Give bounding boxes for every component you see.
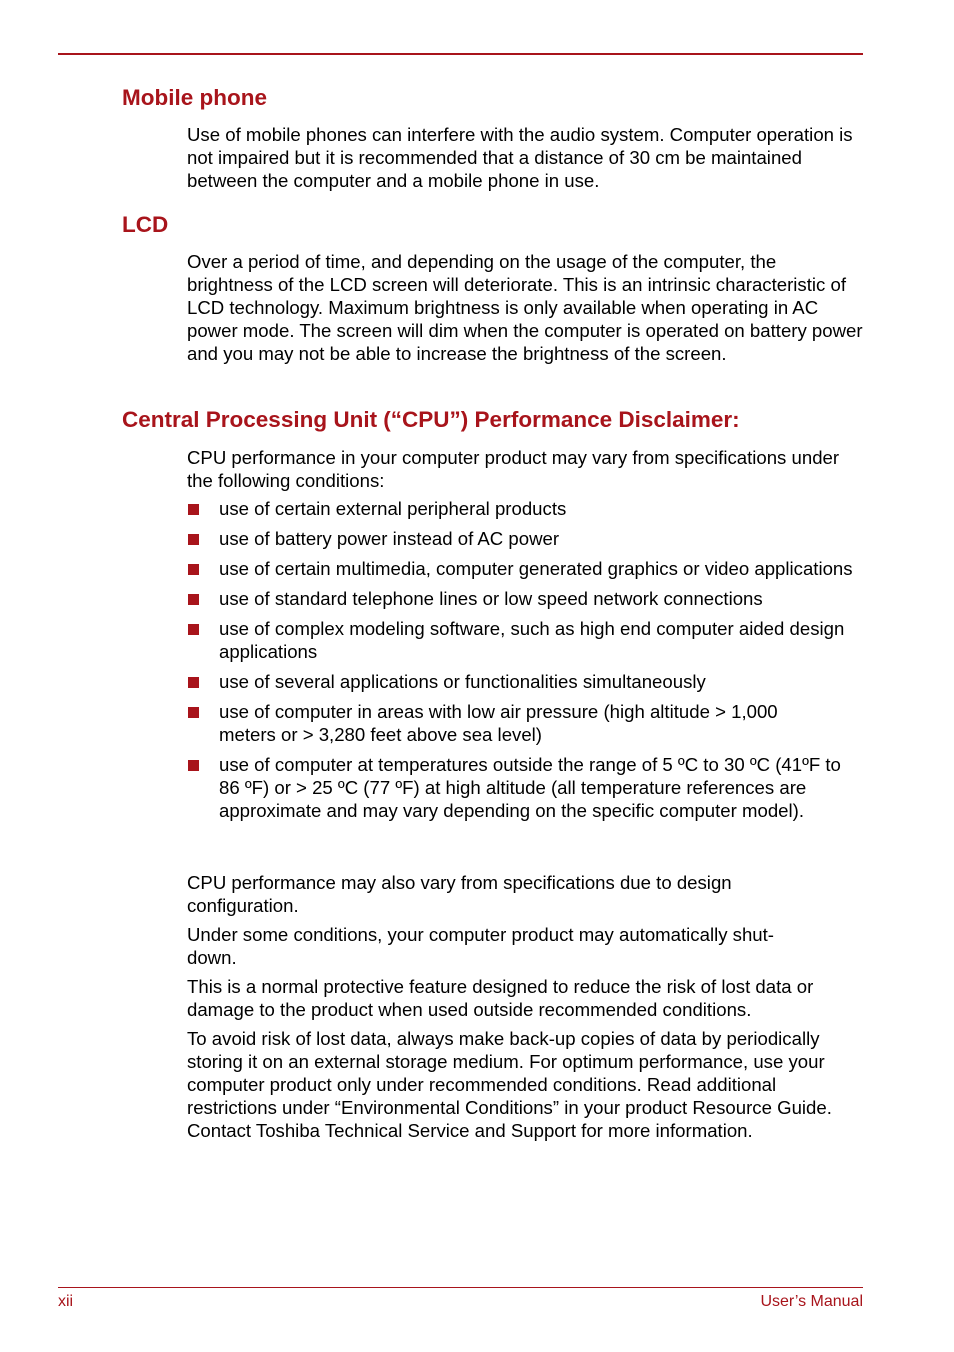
square-bullet-icon (188, 504, 199, 515)
heading-lcd: LCD (122, 212, 169, 237)
list-item (187, 587, 863, 610)
square-bullet-icon (188, 760, 199, 771)
list-item-text: use of complex modeling software, such as high end computer aided design applications (219, 618, 845, 662)
list-item-text: use of battery power instead of AC power (219, 528, 560, 549)
header-rule (58, 53, 863, 55)
list-item (187, 527, 863, 550)
list-item (187, 557, 863, 580)
list-item-text: use of certain multimedia, computer generated graphics or video applications (219, 558, 853, 579)
cpu-design-text: CPU performance may also vary from specifications due to design configuration. (187, 872, 732, 916)
mobile-phone-text: Use of mobile phones can interfere with the audio system. Computer operation is not impaired but it is recommended that a distance of 30 cm be maintained between the computer and a mobile phone in use. (187, 124, 853, 191)
cpu-intro-text: CPU performance in your computer product may vary from specifications under the following conditions: (187, 447, 840, 491)
cpu-shutdown-text: Under some conditions, your computer product may automatically shut-down. (187, 924, 775, 968)
square-bullet-icon (188, 707, 199, 718)
list-item (187, 753, 863, 822)
footer-rule (58, 1287, 863, 1288)
list-item-text: use of standard telephone lines or low speed network connections (219, 588, 763, 609)
cpu-backup-text: To avoid risk of lost data, always make back-up copies of data by periodically storing it on an external storage medium. For optimum performance, use your computer product only under recommended conditions. Read additional restrictions under “Environmental Conditions” in your product Resource Guide. Contact Toshiba Technical Service and Support for more information. (187, 1028, 832, 1141)
list-item-text: use of computer at temperatures outside the range of 5 ºC to 30 ºC (41ºF to 86 ºF) or > 25 ºC (77 ºF) at high altitude (all temperature references are approximate and may vary depending on the specific computer model). (219, 754, 841, 821)
list-item-text: use of certain external peripheral products (219, 498, 567, 519)
cpu-protective-text: This is a normal protective feature designed to reduce the risk of lost data or damage to the product when used outside recommended conditions. (187, 976, 814, 1020)
heading-cpu-disclaimer: Central Processing Unit (“CPU”) Performance Disclaimer: (122, 407, 740, 432)
manual-title: User’s Manual (760, 1293, 863, 1310)
list-item (187, 497, 863, 520)
list-item (187, 700, 863, 746)
square-bullet-icon (188, 594, 199, 605)
cpu-conditions-list (187, 497, 863, 829)
square-bullet-icon (188, 564, 199, 575)
square-bullet-icon (188, 677, 199, 688)
heading-mobile-phone: Mobile phone (122, 85, 267, 110)
square-bullet-icon (188, 534, 199, 545)
list-item (187, 670, 863, 693)
lcd-text: Over a period of time, and depending on the usage of the computer, the brightness of the LCD screen will deteriorate. This is an intrinsic characteristic of LCD technology. Maximum brightness is only available when operating in AC power mode. The screen will dim when the computer is operated on battery power and you may not be able to increase the brightness of the screen. (187, 251, 863, 364)
list-item-text: use of several applications or functionalities simultaneously (219, 671, 706, 692)
list-item-text: use of computer in areas with low air pressure (high altitude > 1,000 meters or > 3,280 feet above sea level) (219, 701, 778, 745)
list-item (187, 617, 863, 663)
square-bullet-icon (188, 624, 199, 635)
page-number: xii (58, 1293, 74, 1310)
